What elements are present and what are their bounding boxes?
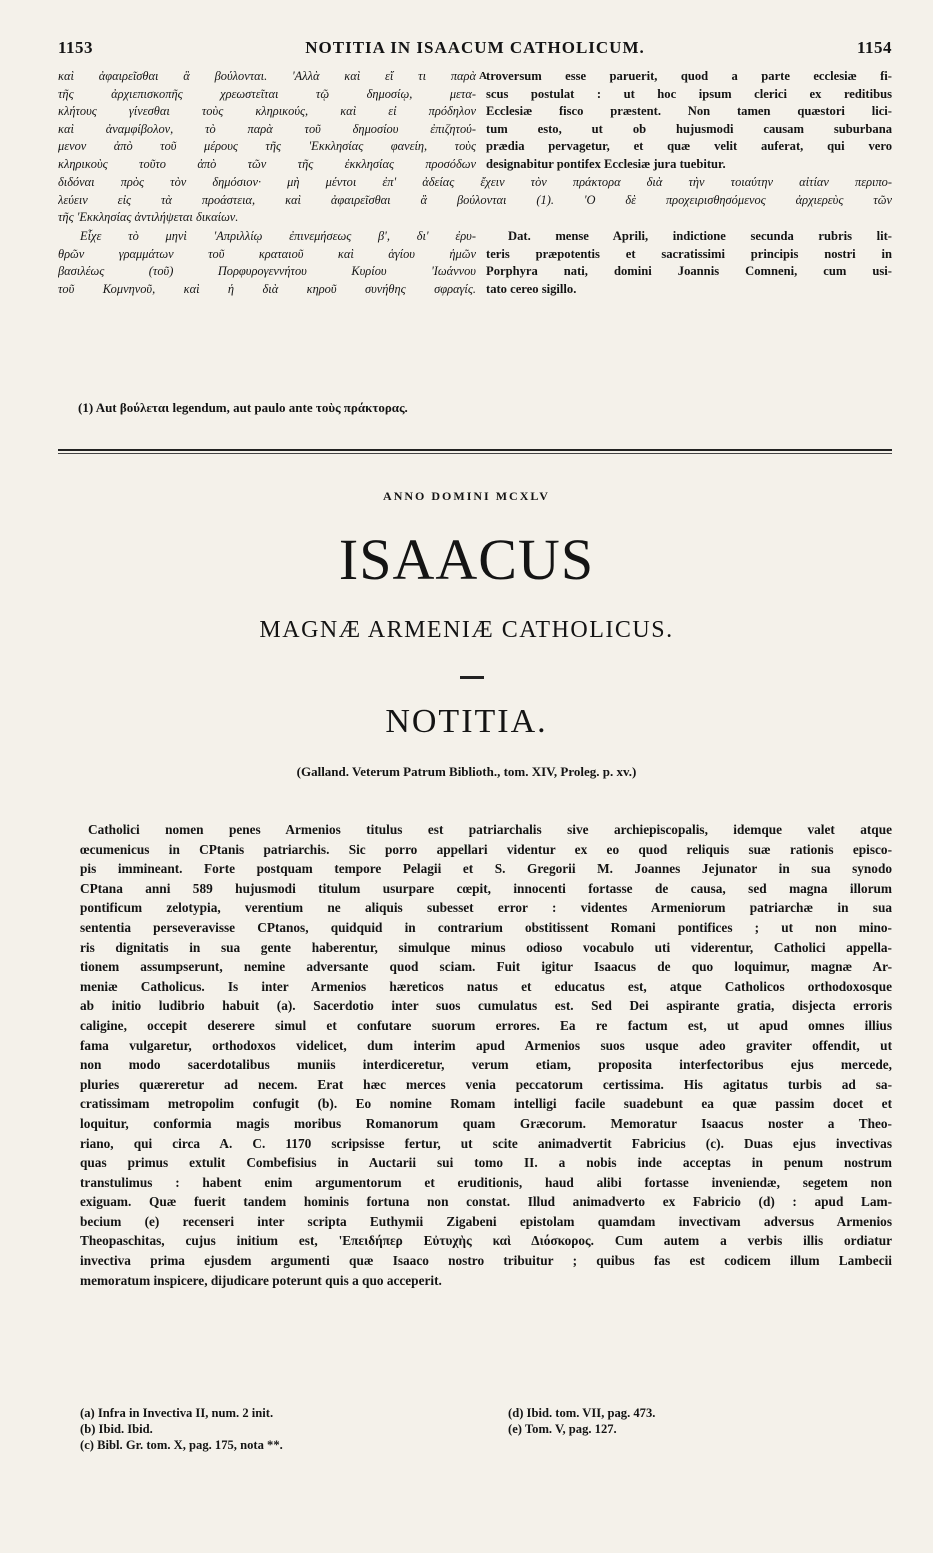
body-line: pis immineant. Forte postquam tempore Pelagii et S. Gregorii M. Joannes Jejunator in sua synodo [80,861,892,877]
body-text [80,820,892,1290]
greek-line: καὶ ἀναμφίβολον, τὸ παρὰ τοῦ δημοσίου ἐπιζητού- [58,121,476,136]
footnote: (a) Infra in Invectiva II, num. 2 init. [80,1406,274,1420]
section-subtitle: MAGNÆ ARMENIÆ CATHOLICUS. [259,617,674,643]
body-line: cratissimam metropolim confugit (b). Eo nomine Romam intelligi facile suadebunt ea quæ passim docet et [80,1096,892,1112]
body-line: memoratum inspicere, dijudicare poterunt quis a quo acceperit. [80,1272,442,1288]
greek-line: κληρικοὺς τοῦτο ἀπὸ τῶν τῆς ἐκκλησίας προσόδων [58,156,476,171]
column-marker: A [479,70,487,82]
running-title: NOTITIA IN ISAACUM CATHOLICUM. [305,38,645,57]
greek-full-line: λεύειν εἰς τὰ προάστεια, καὶ ἀφαιρεῖσθαι ἃ βούλονται (1). 'Ο δὲ προχειρισθησόμενος ἀρχιερεὺς τῶν [58,192,892,207]
latin-line: designabitur pontifex Ecclesiæ jura tuebitur. [486,156,726,171]
greek-line: βασιλέως (τοῦ) Πορφυρογεννήτου Κυρίου 'Ιωάννου [58,264,476,279]
body-line: Theopaschitas, cujus initium est, 'Επειδήπερ Εὐτυχὴς καὶ Διόσκορος. Cum autem a verbis illis ordiatur [80,1233,892,1249]
footnote: (b) Ibid. Ibid. [80,1422,153,1436]
footnote: (d) Ibid. tom. VII, pag. 473. [508,1406,656,1420]
parallel-columns [58,68,892,398]
body-line: pluries quæreretur ad necem. Erat hæc merces venia peccatorum certissima. His agitatus turbis ad sa- [80,1076,892,1092]
latin-line: troversum esse paruerit, quod a parte ecclesiæ fi- [486,69,892,83]
body-line: Catholici nomen penes Armenios titulus est patriarchalis sive archiepiscopalis, idemque valet atque [88,822,892,837]
latin-line: scus postulat : ut hoc ipsum clerici ex reditibus [486,86,892,101]
latin-line: Dat. mense Aprili, indictione secunda rubris lit- [508,229,892,243]
greek-full-line: διδόναι πρὸς τὸν δημόσιον· μὴ μέντοι ἐπ' ἀδείας ἔχειν τὸν πράκτορα διὰ τὴν τοιαύτην αἰτίαν περιπο- [58,175,892,189]
body-line: exiguam. Quæ fuerit tandem hominis fortuna non constat. Illud animadverto ex Fabricio (d) : apud Lam- [80,1194,892,1210]
latin-line: Ecclesiæ fisco præstent. Non tamen quæstori lici- [486,104,892,119]
body-line: fama vulgaretur, orthodoxos videlicet, dum interim apud Armenios suos usque adeo graviter offendit, ut [80,1037,892,1053]
body-line: transtulimus : habent enim argumentorum et eruditionis, haud alibi fortasse inveniendæ, segetem non [80,1174,892,1190]
greek-line: καὶ ἀφαιρεῖσθαι ἃ βούλονται. 'Αλλὰ καὶ εἴ τι παρὰ [58,69,476,83]
greek-line: μενον ἀπὸ τοῦ μέρους τῆς 'Εκκλησίας φανείη, τοὺς [58,139,476,154]
greek-line: Εἶχε τὸ μηνὶ 'Απριλλίῳ ἐπινεμήσεως β', δι' ἐρυ- [80,229,476,243]
body-line: loquitur, conformia magis moribus Romanorum quam Græcorum. Memoratur Isaacus noster a Theo- [80,1115,892,1131]
latin-line: Porphyra nati, domini Joannis Comneni, cum usi- [486,264,892,279]
body-line: becium (e) recenseri inter scripta Euthymii Zigabeni epistolam quamdam invectivam adversus Armenios [80,1213,892,1229]
latin-line: tum esto, ut ob hujusmodi causam suburbana [486,121,892,136]
section-year: ANNO DOMINI MCXLV [383,489,550,503]
greek-column-dating [58,228,476,298]
greek-line: θρῶν γραμμάτων τοῦ κραταιοῦ καὶ ἁγίου ἡμῶν [58,246,476,261]
short-dash-divider [460,676,484,679]
body-line: pontificum zelotypia, verentium ne aliquis subesset error : videntes Armeniorum patriarchæ in sua [80,900,892,916]
greek-line: τῆς ἀρχιεπισκοπῆς χρεωστεῖται τῷ δημοσίῳ, μετα- [58,86,476,101]
running-header [58,38,892,60]
body-line: invectiva prima ejusdem argumenti quæ Isaaco nostro tribuitur ; quibus fas est codicem illum Lambecii [80,1253,892,1269]
body-line: œcumenicus in CPtanis patriarchis. Sic porro appellari videntur ex eo quod reliquis suæ rationis episco- [80,841,892,857]
latin-column-dating [486,228,892,298]
footnote: (c) Bibl. Gr. tom. X, pag. 175, nota **. [80,1438,283,1452]
footnote: (e) Tom. V, pag. 127. [508,1422,617,1436]
body-line: riano, qui circa A. C. 1170 scripsisse fertur, ut scite animadvertit Fabricius (c). Duas ejus invectivas [80,1135,892,1151]
greek-line: τοῦ Κομνηνοῦ, καὶ ἡ διὰ κηροῦ συνήθης σφραγίς. [58,281,476,296]
body-line: ab initio ludibrio habuit (a). Sacerdotio inter suos cumulatus est. Sed Dei aspirante gratia, disjecta erroris [80,998,892,1014]
greek-line: κλήτους γίνεσθαι τοὺς κληρικούς, καὶ εἰ πρόδηλον [58,104,476,119]
latin-line: tato cereo sigillo. [486,281,577,296]
latin-line: prædia pervagetur, et quæ velit auferat, qui vero [486,139,892,154]
body-line: CPtana anni 589 hujusmodi titulum usurpare cœpit, innocenti fortasse de causa, sed magna illorum [80,880,892,896]
body-line: ris dignitatis in sua gente haberentur, simulque minus odioso vocabulo uti viderentur, Catholici appella- [80,939,892,955]
footnotes-left [80,1405,283,1453]
page-number-left: 1153 [58,38,94,57]
section-heading: NOTITIA. [385,703,548,740]
greek-full-width [58,174,892,227]
section-rule-thin [58,453,892,454]
greek-full-line: τῆς 'Εκκλησίας ἀντιλήψεται δικαίων. [58,210,239,225]
body-line: non modo sacerdotalibus muniis interdiceretur, verum etiam, proposita interfectoribus ejus mercede, [80,1057,892,1073]
body-line: meniæ Catholicus. Is inter Armenios hæreticos natus et educatus est, atque Catholicos orthodoxosque [80,978,892,994]
greek-column [58,68,476,174]
page-number-right: 1154 [856,38,892,57]
body-line: sententia perseveravisse CPtanos, quidquid in contrarium obstitissent Romani pontifices ; ut non mino- [80,919,892,935]
footnotes-right [508,1405,655,1437]
footnotes [80,1405,892,1465]
body-line: caligine, occepit deserere simul et confutare suorum errores. Ea re factum est, ut apud omnes illius [80,1017,892,1033]
source-citation: (Galland. Veterum Patrum Biblioth., tom. XIV, Proleg. p. xv.) [296,764,637,779]
top-footnote: (1) Aut βούλεται legendum, aut paulo ante τοὺς πράκτορας. [78,400,408,415]
latin-line: teris præpotentis et sacratissimi principis nostri in [486,246,892,261]
section-rule [58,449,892,451]
latin-column [486,68,892,174]
body-line: tionem assumpserunt, nemine adversante quod sciam. Fuit igitur Isaacus de quo loquimur, magnæ Ar- [80,959,892,975]
body-line: quas primus extulit Combefisius in Auctarii sui tomo II. a nobis inde acceptas in penum nostrum [80,1155,892,1171]
section-title: ISAACUS [338,527,595,592]
